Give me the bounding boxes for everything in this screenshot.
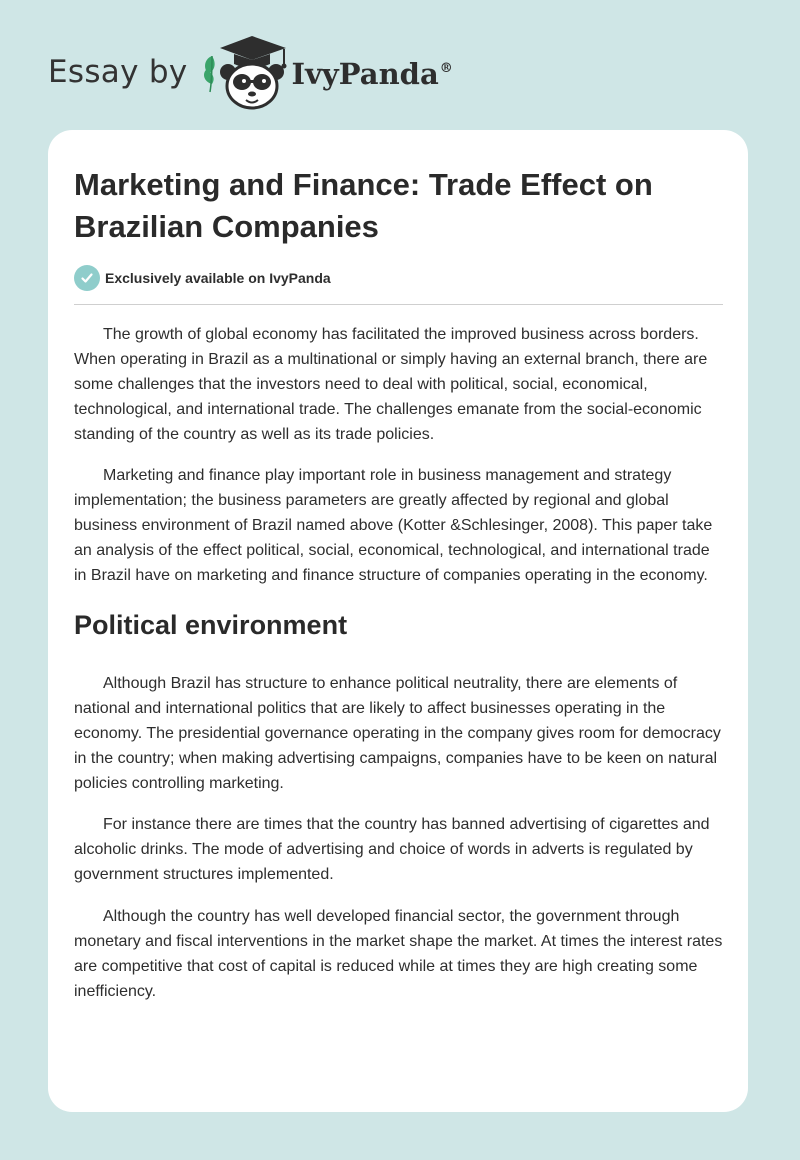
exclusive-badge — [74, 264, 724, 292]
title-divider — [74, 304, 723, 305]
check-icon — [74, 265, 100, 291]
article-card — [48, 130, 748, 1112]
article-title: Marketing and Finance: Trade Effect on Brazilian Companies — [74, 167, 653, 244]
exclusive-badge-text: Exclusively available on IvyPanda — [105, 270, 331, 286]
panda-graduate-logo-icon — [200, 32, 292, 112]
registered-mark: ® — [439, 61, 453, 76]
brand-header[interactable] — [48, 32, 453, 112]
section-heading: Political environment — [74, 610, 348, 640]
brand-name: IvyPanda® — [291, 57, 453, 91]
paragraph: Although the country has well developed financial sector, the government through monetary and fiscal interventions in the market shape the market. At times the interest rates are competitive that cost of capital is reduced while at times they are high creating some inefficiency. — [74, 908, 723, 1000]
paragraph: Marketing and finance play important role in business management and strategy implementation; the business parameters are greatly affected by regional and global business environment of Brazil named above (Kotter &Schlesinger, 2008). This paper take an analysis of the effect political, social, economical, technological, and international trade in Brazil have on marketing and finance structure of companies operating in the economy. — [74, 467, 713, 584]
article-content — [74, 164, 724, 1004]
paragraph: Although Brazil has structure to enhance political neutrality, there are elements of national and international politics that are likely to affect businesses operating in the economy. The presidential governance operating in the company gives room for democracy in the country; when making advertising campaigns, companies have to be keen on natural policies controlling marketing. — [74, 675, 721, 792]
paragraph: The growth of global economy has facilitated the improved business across borders. When operating in Brazil as a multinational or simply having an external branch, there are some challenges that the investors need to deal with political, social, economical, technological, and international trade. The challenges emanate from the social-economic standing of the country as well as its trade policies. — [74, 326, 708, 443]
brand-prefix: Essay by — [48, 54, 188, 90]
paragraph: For instance there are times that the country has banned advertising of cigarettes and alcoholic drinks. The mode of advertising and choice of words in adverts is regulated by government structures implemented. — [74, 816, 710, 883]
